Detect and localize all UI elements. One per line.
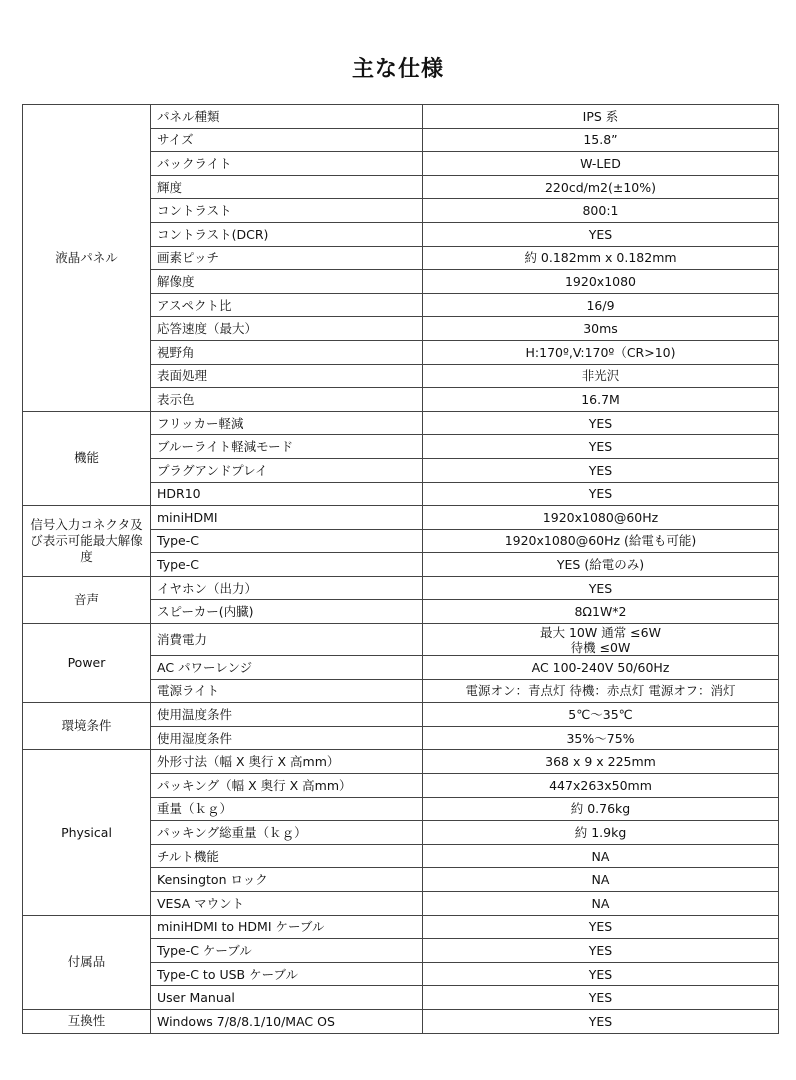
page-title: 主な仕様 xyxy=(351,57,444,82)
spec-value: 30ms xyxy=(423,317,779,341)
table-row xyxy=(23,105,779,129)
spec-value: 約 1.9kg xyxy=(423,821,779,845)
category-cell: 液晶パネル xyxy=(23,105,151,412)
spec-value: 5℃～35℃ xyxy=(423,703,779,727)
spec-value: YES xyxy=(423,576,779,600)
spec-label: Type-C xyxy=(151,553,423,577)
category-cell: 付属品 xyxy=(23,915,151,1009)
spec-label: 表示色 xyxy=(151,388,423,412)
spec-label: 輝度 xyxy=(151,175,423,199)
spec-label: ブルーライト軽減モード xyxy=(151,435,423,459)
spec-label: Windows 7/8/8.1/10/MAC OS xyxy=(151,1009,423,1033)
spec-label: プラグアンドプレイ xyxy=(151,458,423,482)
spec-label: コントラスト(DCR) xyxy=(151,222,423,246)
spec-label: Kensington ロック xyxy=(151,868,423,892)
spec-label: HDR10 xyxy=(151,482,423,506)
spec-label: パッキング総重量（ｋｇ） xyxy=(151,821,423,845)
spec-value-line: 待機 ≤0W xyxy=(570,639,631,655)
spec-value: YES xyxy=(423,222,779,246)
spec-value: 非光沢 xyxy=(423,364,779,388)
spec-value: YES xyxy=(423,915,779,939)
spec-label: コントラスト xyxy=(151,199,423,223)
spec-label: miniHDMI to HDMI ケーブル xyxy=(151,915,423,939)
spec-value: YES xyxy=(423,458,779,482)
spec-label: 使用温度条件 xyxy=(151,703,423,727)
spec-value: AC 100-240V 50/60Hz xyxy=(423,656,779,680)
table-row xyxy=(23,1009,779,1033)
spec-value: 447x263x50mm xyxy=(423,774,779,798)
spec-value: 1920x1080 xyxy=(423,270,779,294)
spec-value-line: 最大 10W 通常 ≤6W xyxy=(540,624,661,640)
spec-value: H:170º,V:170º（CR>10) xyxy=(423,340,779,364)
spec-value: 800:1 xyxy=(423,199,779,223)
spec-value: YES xyxy=(423,482,779,506)
spec-value: 16.7M xyxy=(423,388,779,412)
spec-label: Type-C to USB ケーブル xyxy=(151,962,423,986)
spec-label: 外形寸法（幅 X 奥行 X 高mm） xyxy=(151,750,423,774)
spec-label: バックライト xyxy=(151,152,423,176)
spec-label: AC パワーレンジ xyxy=(151,656,423,680)
table-row xyxy=(23,750,779,774)
spec-label: 重量（ｋｇ） xyxy=(151,797,423,821)
spec-label: パッキング（幅 X 奥行 X 高mm） xyxy=(151,774,423,798)
table-row xyxy=(23,703,779,727)
category-cell: 環境条件 xyxy=(23,703,151,750)
spec-label: 消費電力 xyxy=(151,624,423,656)
spec-label: 画素ピッチ xyxy=(151,246,423,270)
spec-value: YES xyxy=(423,939,779,963)
spec-label: User Manual xyxy=(151,986,423,1010)
spec-value: 220cd/m2(±10%) xyxy=(423,175,779,199)
spec-label: アスペクト比 xyxy=(151,293,423,317)
spec-value: 1920x1080@60Hz (給電も可能) xyxy=(423,529,779,553)
spec-label: サイズ xyxy=(151,128,423,152)
table-row xyxy=(23,411,779,435)
category-cell: 音声 xyxy=(23,576,151,623)
spec-value: 15.8” xyxy=(423,128,779,152)
spec-label: Type-C xyxy=(151,529,423,553)
spec-label: 視野角 xyxy=(151,340,423,364)
spec-table xyxy=(22,104,779,1034)
spec-value: 1920x1080@60Hz xyxy=(423,506,779,530)
spec-label: 表面処理 xyxy=(151,364,423,388)
spec-value: YES xyxy=(423,411,779,435)
spec-label: パネル種類 xyxy=(151,105,423,129)
table-row xyxy=(23,624,779,656)
spec-value: 368 x 9 x 225mm xyxy=(423,750,779,774)
spec-value: 電源オン：青点灯 待機：赤点灯 電源オフ：消灯 xyxy=(423,679,779,703)
spec-table-body xyxy=(23,105,779,1034)
spec-label: チルト機能 xyxy=(151,844,423,868)
spec-value: 16/9 xyxy=(423,293,779,317)
category-cell: 信号入力コネクタ及び表示可能最大解像度 xyxy=(23,506,151,577)
spec-value: YES xyxy=(423,986,779,1010)
spec-label: miniHDMI xyxy=(151,506,423,530)
category-cell: 機能 xyxy=(23,411,151,505)
spec-label: 使用湿度条件 xyxy=(151,726,423,750)
spec-label: イヤホン（出力） xyxy=(151,576,423,600)
table-row xyxy=(23,915,779,939)
spec-label: Type-C ケーブル xyxy=(151,939,423,963)
table-row xyxy=(23,576,779,600)
spec-value: YES xyxy=(423,962,779,986)
spec-value: 35%～75% xyxy=(423,726,779,750)
spec-value: NA xyxy=(423,892,779,916)
spec-value: IPS 系 xyxy=(423,105,779,129)
spec-label: 解像度 xyxy=(151,270,423,294)
spec-value xyxy=(423,624,779,656)
spec-label: VESA マウント xyxy=(151,892,423,916)
spec-value: NA xyxy=(423,868,779,892)
spec-value: 約 0.182mm x 0.182mm xyxy=(423,246,779,270)
spec-label: 電源ライト xyxy=(151,679,423,703)
spec-value: YES (給電のみ) xyxy=(423,553,779,577)
spec-value: W-LED xyxy=(423,152,779,176)
spec-label: フリッカー軽減 xyxy=(151,411,423,435)
spec-value: YES xyxy=(423,1009,779,1033)
spec-value: 8Ω1W*2 xyxy=(423,600,779,624)
category-cell: 互換性 xyxy=(23,1009,151,1033)
category-cell: Power xyxy=(23,624,151,703)
table-row xyxy=(23,506,779,530)
category-cell: Physical xyxy=(23,750,151,915)
spec-label: 応答速度（最大） xyxy=(151,317,423,341)
spec-value: YES xyxy=(423,435,779,459)
spec-label: スピーカー(内臓) xyxy=(151,600,423,624)
spec-value: 約 0.76kg xyxy=(423,797,779,821)
spec-value: NA xyxy=(423,844,779,868)
